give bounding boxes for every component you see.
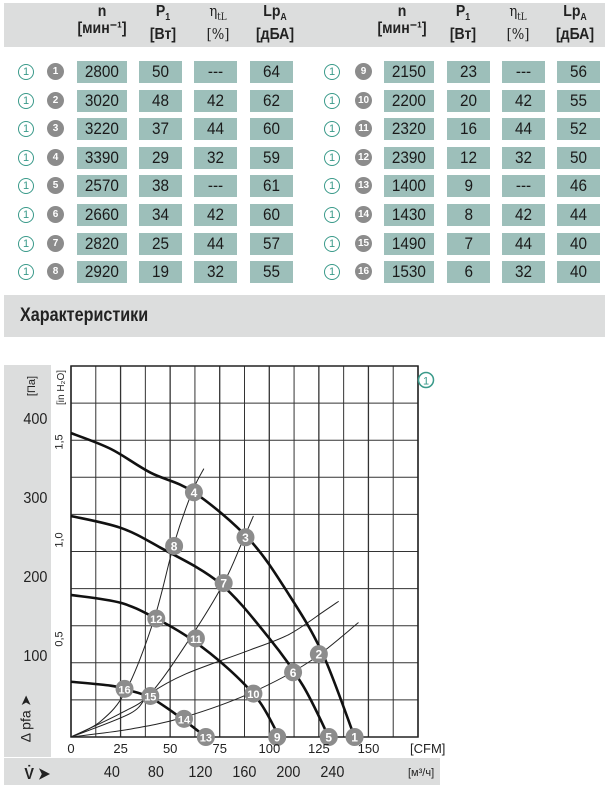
operating-point <box>310 645 328 663</box>
header-lpa: $Lp_A$ [дБА] <box>255 3 295 44</box>
y-axis-label: Δ pfa ➤ <box>17 694 34 743</box>
x-tick-cfm: 125 <box>308 741 330 756</box>
cell-eta: --- <box>502 61 545 83</box>
cell-n: 2570 <box>77 175 127 197</box>
point-badge: 11 <box>355 120 372 137</box>
svg-text:7: 7 <box>220 576 228 591</box>
cell-eta: --- <box>194 175 237 197</box>
cell-n: 2390 <box>384 147 434 169</box>
x-tick-m3h: 200 <box>276 764 301 781</box>
point-badge: 14 <box>355 206 372 223</box>
svg-text:4: 4 <box>190 485 198 500</box>
cell-lpa: 44 <box>557 204 600 226</box>
y-tick-inh2o: 1,0 <box>53 532 66 549</box>
x-tick-cfm: 75 <box>212 741 227 756</box>
point-badge: 13 <box>355 177 372 194</box>
svg-text:2: 2 <box>315 647 323 662</box>
svg-text:9: 9 <box>273 730 281 745</box>
cell-n: 3390 <box>77 147 127 169</box>
cell-n: 3220 <box>77 118 127 140</box>
operating-point <box>116 680 134 698</box>
cell-p1: 9 <box>447 175 490 197</box>
cell-eta: 42 <box>194 204 237 226</box>
cell-p1: 38 <box>139 175 182 197</box>
cell-n: 2920 <box>77 261 127 283</box>
y-unit-inh2o: [in H₂O] <box>56 370 67 405</box>
cell-n: 3020 <box>77 90 127 112</box>
cell-lpa: 55 <box>250 261 293 283</box>
header-eta: $\eta_{tL}$ [%] <box>206 2 230 43</box>
cell-lpa: 55 <box>557 90 600 112</box>
x-unit-cfm: [CFM] <box>410 741 446 756</box>
curve-ref-badge: 1 <box>18 93 34 109</box>
cell-n: 2320 <box>384 118 434 140</box>
cell-eta: 32 <box>194 261 237 283</box>
cell-p1: 48 <box>139 90 182 112</box>
x-tick-m3h: 80 <box>147 764 164 781</box>
cell-p1: 50 <box>139 61 182 83</box>
point-badge: 16 <box>355 263 372 280</box>
cell-lpa: 40 <box>557 233 600 255</box>
y-tick-inh2o: 0,5 <box>53 631 66 647</box>
curve-ref-badge: 1 <box>18 64 34 80</box>
cell-eta: 44 <box>502 118 545 140</box>
cell-n: 1430 <box>384 204 434 226</box>
point-badge: 9 <box>355 63 372 80</box>
cell-lpa: 64 <box>250 61 293 83</box>
cell-lpa: 50 <box>557 147 600 169</box>
x-tick-m3h: 240 <box>320 764 345 781</box>
operating-point <box>185 483 203 501</box>
operating-point <box>175 710 193 728</box>
svg-text:13: 13 <box>199 732 212 745</box>
y-tick-pa: 200 <box>23 569 48 587</box>
x-tick-m3h: 160 <box>232 764 257 781</box>
svg-text:15: 15 <box>144 691 157 704</box>
cell-eta: 42 <box>502 204 545 226</box>
cell-eta: 44 <box>194 118 237 140</box>
cell-p1: 19 <box>139 261 182 283</box>
x-tick-cfm: 0 <box>67 741 75 756</box>
curve-ref-badge: 1 <box>324 150 340 166</box>
point-badge: 5 <box>47 177 64 194</box>
cell-lpa: 46 <box>557 175 600 197</box>
y-tick-pa: 100 <box>23 648 48 666</box>
cell-lpa: 60 <box>250 204 293 226</box>
operating-point <box>244 685 262 703</box>
cell-n: 1400 <box>384 175 434 197</box>
svg-text:6: 6 <box>289 665 297 680</box>
cell-eta: 32 <box>194 147 237 169</box>
curve-ref-badge: 1 <box>324 121 340 137</box>
curve-ref-badge: 1 <box>324 264 340 280</box>
header-lpa: $Lp_A$ [дБА] <box>555 3 595 44</box>
cell-eta: 32 <box>502 147 545 169</box>
cell-p1: 25 <box>139 233 182 255</box>
svg-text:1: 1 <box>351 730 358 745</box>
point-badge: 7 <box>47 235 64 252</box>
cell-p1: 29 <box>139 147 182 169</box>
cell-p1: 7 <box>447 233 490 255</box>
cell-lpa: 40 <box>557 261 600 283</box>
cell-eta: 44 <box>502 233 545 255</box>
cell-lpa: 62 <box>250 90 293 112</box>
operating-point <box>187 629 205 647</box>
cell-p1: 6 <box>447 261 490 283</box>
curve-ref-badge: 1 <box>18 236 34 252</box>
point-badge: 15 <box>355 235 372 252</box>
svg-text:14: 14 <box>177 714 191 727</box>
x-tick-cfm: 50 <box>162 741 178 756</box>
header-n: n [мин⁻¹] <box>377 3 427 37</box>
cell-lpa: 52 <box>557 118 600 140</box>
x-axis-label: V̇ ➤ <box>24 766 51 783</box>
operating-point <box>165 537 183 555</box>
operating-point <box>147 610 165 628</box>
y-unit-pa: [Па] <box>26 375 39 397</box>
cell-eta: 44 <box>194 233 237 255</box>
point-badge: 1 <box>47 63 64 80</box>
header-n: n [мин⁻¹] <box>77 3 127 37</box>
cell-p1: 37 <box>139 118 182 140</box>
svg-text:5: 5 <box>325 730 333 745</box>
point-badge: 4 <box>47 149 64 166</box>
cell-p1: 12 <box>447 147 490 169</box>
point-badge: 10 <box>355 92 372 109</box>
cell-lpa: 59 <box>250 147 293 169</box>
svg-text:11: 11 <box>190 633 202 646</box>
cell-p1: 20 <box>447 90 490 112</box>
cell-n: 2200 <box>384 90 434 112</box>
curve-ref-badge: 1 <box>18 178 34 194</box>
y-tick-pa: 300 <box>23 490 48 508</box>
operating-point <box>141 687 159 705</box>
cell-n: 2660 <box>77 204 127 226</box>
cell-p1: 23 <box>447 61 490 83</box>
curve-ref-badge: 1 <box>324 178 340 194</box>
curve-ref-badge: 1 <box>18 121 34 137</box>
x-unit-m3h: [м³/ч] <box>408 767 435 779</box>
cell-n: 1530 <box>384 261 434 283</box>
cell-eta: --- <box>194 61 237 83</box>
cell-p1: 16 <box>447 118 490 140</box>
cell-eta: 42 <box>502 90 545 112</box>
svg-text:8: 8 <box>170 539 178 554</box>
header-p1: $P_1$ [Вт] <box>449 3 477 44</box>
operating-point <box>236 528 254 546</box>
point-badge: 2 <box>47 92 64 109</box>
curve-ref-badge: 1 <box>324 236 340 252</box>
cell-n: 2820 <box>77 233 127 255</box>
cell-eta: 42 <box>194 90 237 112</box>
point-badge: 6 <box>47 206 64 223</box>
curve-ref-badge: 1 <box>18 264 34 280</box>
curve-ref-badge: 1 <box>324 93 340 109</box>
cell-lpa: 57 <box>250 233 293 255</box>
cell-n: 2800 <box>77 61 127 83</box>
svg-text:10: 10 <box>247 689 260 702</box>
header-p1: $P_1$ [Вт] <box>149 3 177 44</box>
operating-point <box>284 663 302 681</box>
section-title: Характеристики <box>20 305 149 326</box>
curve-ref-badge: 1 <box>324 207 340 223</box>
cell-lpa: 60 <box>250 118 293 140</box>
header-eta: $\eta_{tL}$ [%] <box>506 2 530 43</box>
x-tick-cfm: 150 <box>357 741 380 756</box>
y-tick-inh2o: 1,5 <box>53 434 66 450</box>
cell-eta: 32 <box>502 261 545 283</box>
cell-n: 2150 <box>384 61 434 83</box>
cell-lpa: 61 <box>250 175 293 197</box>
cell-p1: 8 <box>447 204 490 226</box>
svg-text:16: 16 <box>118 684 131 697</box>
cell-lpa: 56 <box>557 61 600 83</box>
curve-ref-badge: 1 <box>18 207 34 223</box>
curve-label-icon: 1 <box>422 375 430 388</box>
x-tick-m3h: 120 <box>188 764 213 781</box>
point-badge: 8 <box>47 263 64 280</box>
cell-n: 1490 <box>384 233 434 255</box>
x-tick-cfm: 100 <box>258 741 281 756</box>
operating-point <box>215 574 233 592</box>
point-badge: 3 <box>47 120 64 137</box>
y-tick-pa: 400 <box>23 411 48 429</box>
cell-eta: --- <box>502 175 545 197</box>
point-badge: 12 <box>355 149 372 166</box>
x-tick-cfm: 25 <box>113 741 128 756</box>
svg-text:12: 12 <box>150 614 163 627</box>
x-tick-m3h: 40 <box>103 764 120 781</box>
curve-ref-badge: 1 <box>324 64 340 80</box>
svg-text:3: 3 <box>242 530 249 545</box>
cell-p1: 34 <box>139 204 182 226</box>
curve-ref-badge: 1 <box>18 150 34 166</box>
